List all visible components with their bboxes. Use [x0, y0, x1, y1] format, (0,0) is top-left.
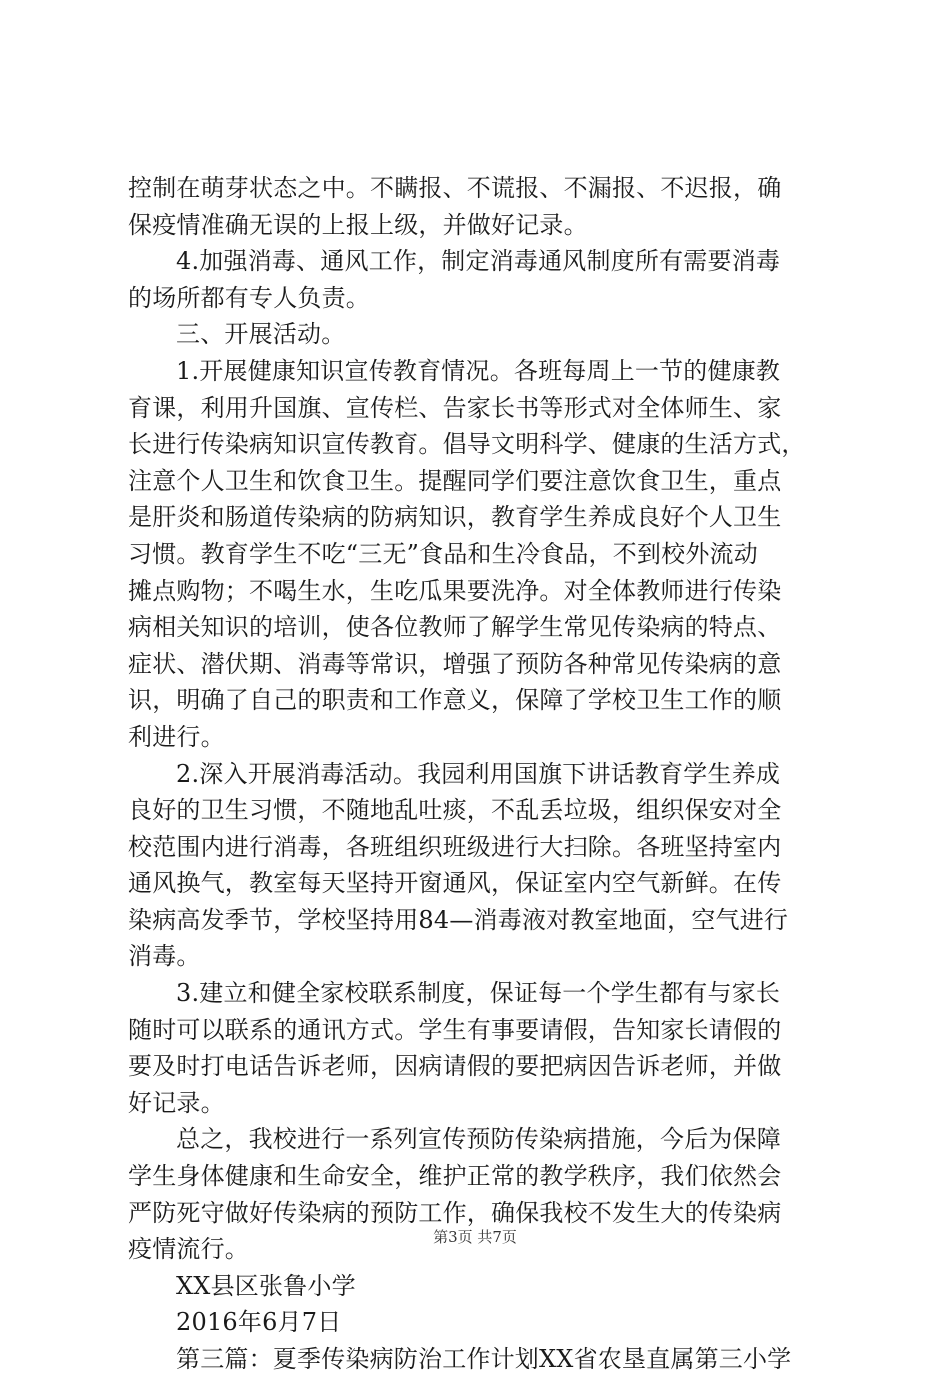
- text-line: 3.建立和健全家校联系制度，保证每一个学生都有与家长: [176, 979, 781, 1008]
- text-line: 是肝炎和肠道传染病的防病知识，教育学生养成良好个人卫生: [128, 503, 782, 532]
- text-line: 好记录。: [128, 1088, 225, 1117]
- text-line: 要及时打电话告诉老师，因病请假的要把病因告诉老师，并做: [128, 1052, 782, 1081]
- text-line: 第三篇：夏季传染病防治工作计划XX省农垦直属第三小学: [176, 1345, 792, 1373]
- text-line: 1.开展健康知识宣传教育情况。各班每周上一节的健康教: [176, 356, 781, 385]
- text-line: 良好的卫生习惯，不随地乱吐痰，不乱丢垃圾，组织保安对全: [128, 796, 782, 825]
- text-line: 总之，我校进行一系列宣传预防传染病措施，今后为保障: [176, 1125, 781, 1154]
- text-line: 随时可以联系的通讯方式。学生有事要请假，告知家长请假的: [128, 1015, 782, 1044]
- text-line: 2016年6月7日: [176, 1308, 342, 1337]
- text-line: 严防死守做好传染病的预防工作，确保我校不发生大的传染病: [128, 1198, 782, 1227]
- text-line: 利进行。: [128, 722, 225, 751]
- text-line: 注意个人卫生和饮食卫生。提醒同学们要注意饮食卫生，重点: [128, 466, 782, 495]
- text-line: 育课，利用升国旗、宣传栏、告家长书等形式对全体师生、家: [128, 393, 782, 422]
- text-line: 控制在萌芽状态之中。不瞒报、不谎报、不漏报、不迟报，确: [128, 174, 782, 202]
- text-line: 4.加强消毒、通风工作，制定消毒通风制度所有需要消毒: [176, 247, 781, 276]
- text-line: 通风换气，教室每天坚持开窗通风，保证室内空气新鲜。在传: [128, 869, 782, 898]
- text-line: 习惯。教育学生不吃“三无”食品和生冷食品，不到校外流动: [128, 539, 758, 568]
- text-line: 长进行传染病知识宣传教育。倡导文明科学、健康的生活方式，: [128, 430, 806, 459]
- text-line: 的场所都有专人负责。: [128, 283, 370, 312]
- text-line: 摊点购物；不喝生水，生吃瓜果要洗净。对全体教师进行传染: [128, 576, 782, 605]
- text-line: 学生身体健康和生命安全，维护正常的教学秩序，我们依然会: [128, 1162, 782, 1191]
- text-line: 染病高发季节，学校坚持用84—消毒液对教室地面，空气进行: [128, 905, 789, 934]
- text-line: XX县区张鲁小学: [176, 1271, 356, 1300]
- text-line: 消毒。: [128, 942, 201, 971]
- text-line: 2.深入开展消毒活动。我园利用国旗下讲话教育学生养成: [176, 759, 781, 788]
- page-number-footer: 第3页 共7页: [433, 1228, 517, 1246]
- text-line: 症状、潜伏期、消毒等常识，增强了预防各种常见传染病的意: [128, 649, 782, 678]
- document-body: [128, 170, 828, 1378]
- text-line: 保疫情准确无误的上报上级，并做好记录。: [128, 210, 588, 239]
- text-line: 三、开展活动。: [176, 320, 346, 349]
- text-line: 疫情流行。: [128, 1235, 249, 1264]
- text-line: 识，明确了自己的职责和工作意义，保障了学校卫生工作的顺: [128, 686, 782, 715]
- text-line: 病相关知识的培训，使各位教师了解学生常见传染病的特点、: [128, 613, 782, 642]
- text-line: 校范围内进行消毒，各班组织班级进行大扫除。各班坚持室内: [128, 832, 782, 861]
